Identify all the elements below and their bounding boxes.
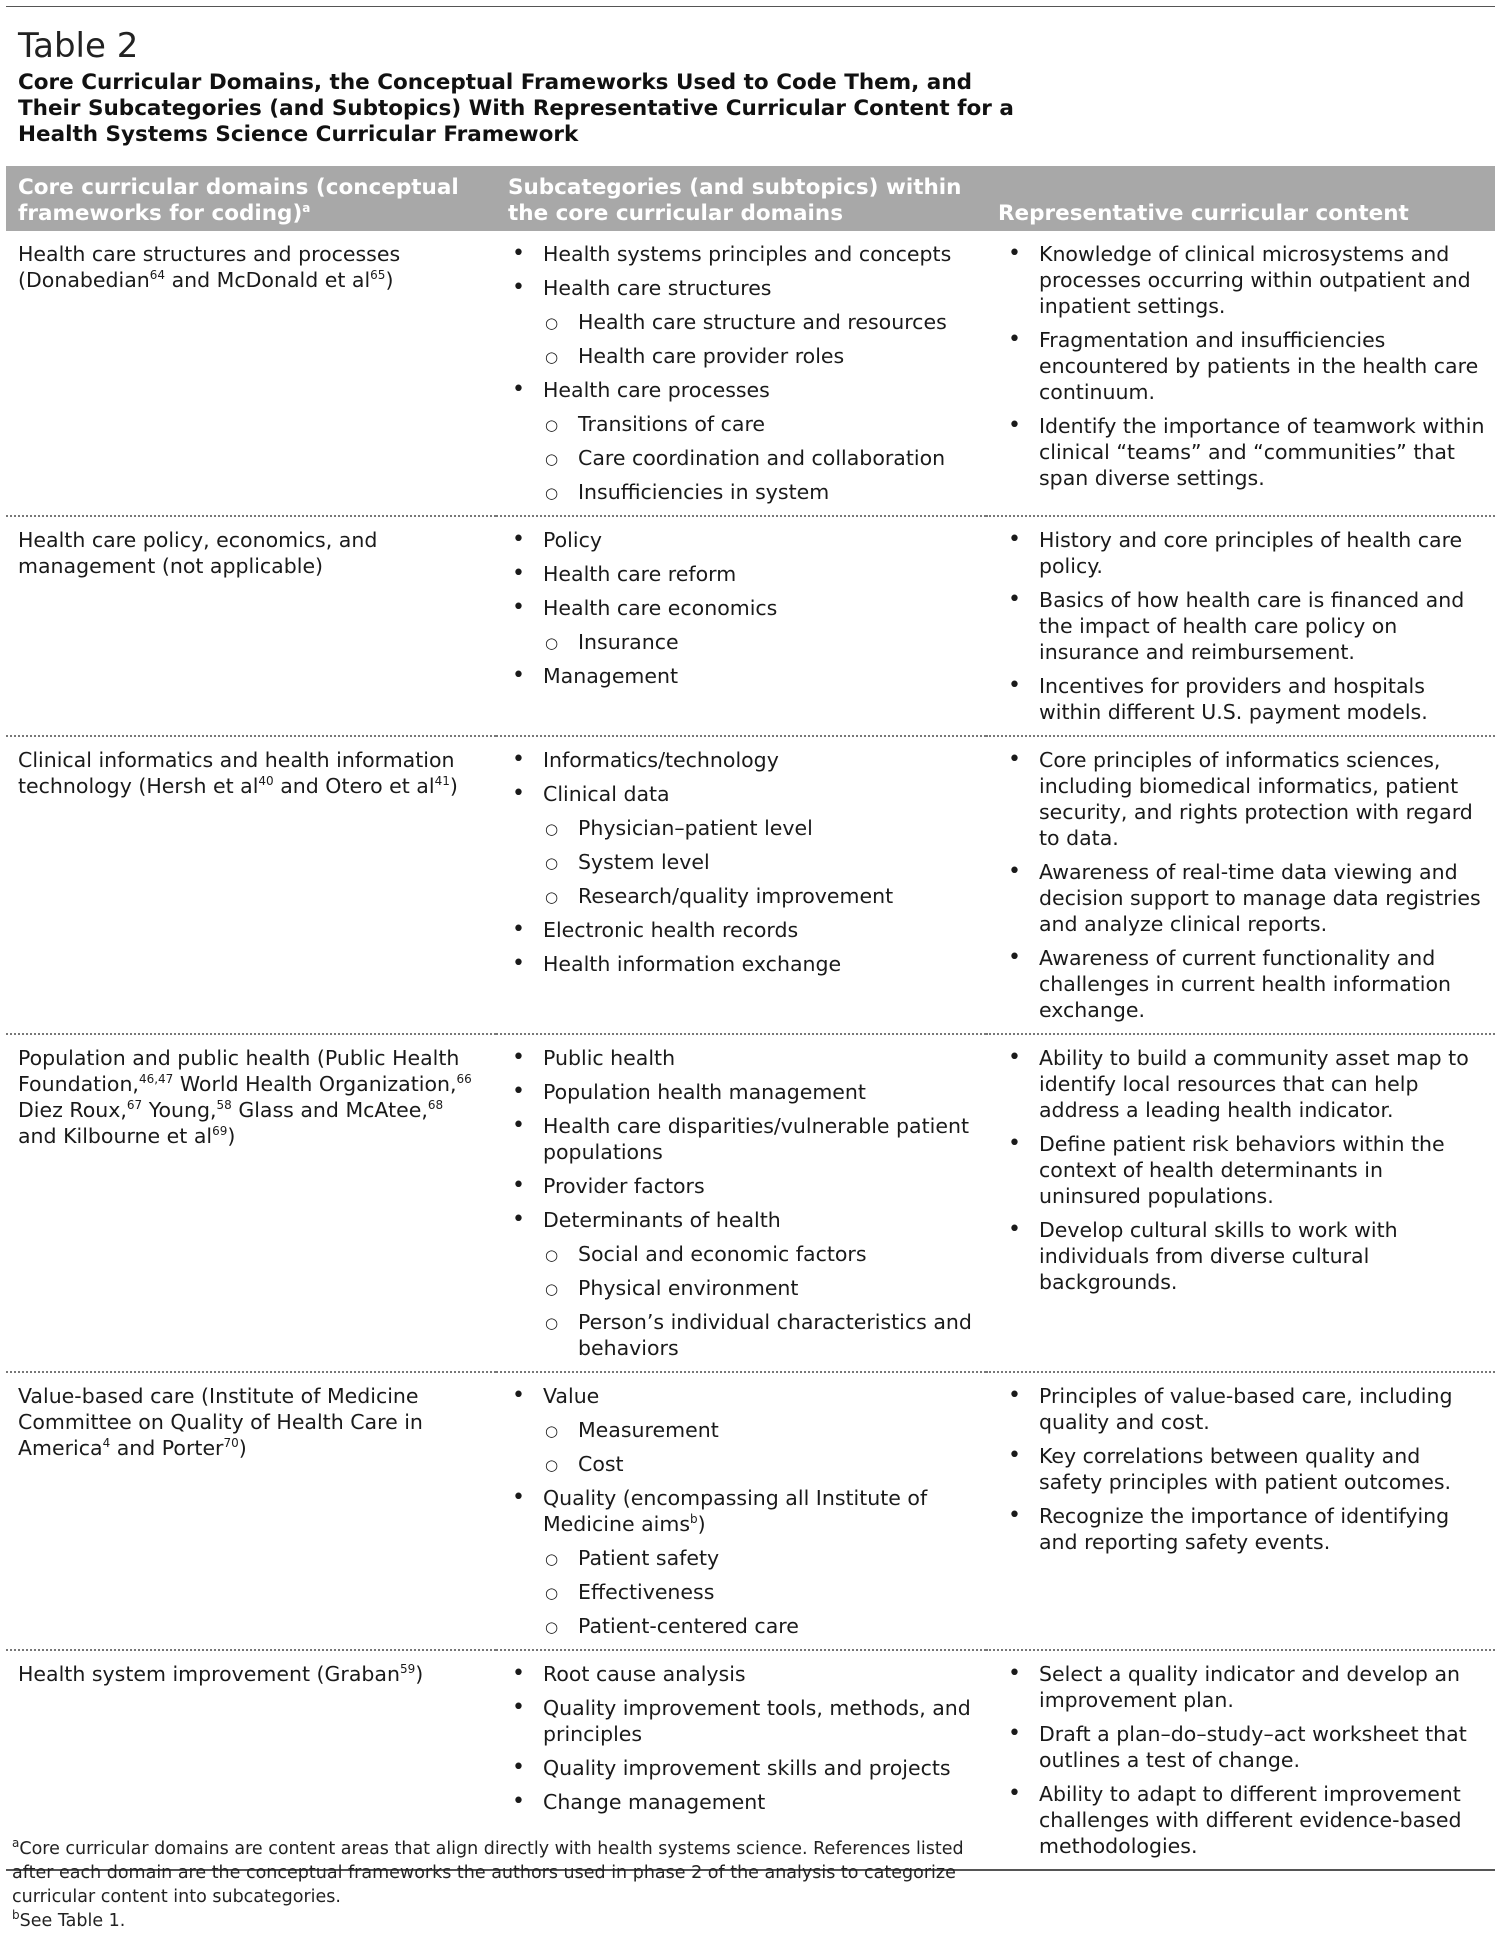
item-text: Cost [578, 1452, 624, 1476]
reference-superscript: 4 [102, 1436, 111, 1451]
content-item: • Select a quality indicator and develop an improvement plan. [1006, 1661, 1487, 1713]
subcategory-item [510, 1079, 978, 1105]
content-cell [986, 231, 1495, 516]
content-item: • History and core principles of health care policy. [1006, 527, 1487, 579]
content-cell [986, 1372, 1495, 1650]
subcategory-item [510, 1045, 978, 1071]
item-text: Physical environment [578, 1276, 799, 1300]
item-text: Patient-centered care [578, 1614, 799, 1638]
header-domains-text: Core curricular domains (conceptual frameworks for coding) [18, 175, 459, 226]
domain-text: ) [227, 1124, 236, 1148]
subcategory-item [510, 1789, 978, 1815]
footnote-b-mark: b [12, 1908, 20, 1923]
subcategory-item [510, 527, 978, 553]
table-header-row [6, 166, 1495, 231]
item-text: Care coordination and collaboration [578, 446, 946, 470]
subcategory-list [510, 747, 978, 977]
item-text: Determinants of health [543, 1208, 781, 1232]
subtopic-item [545, 445, 978, 471]
domain-cell [6, 1372, 496, 1650]
item-text: Person’s individual characteristics and behaviors [578, 1310, 972, 1360]
reference-superscript: 67 [126, 1098, 143, 1113]
item-text: Health care structures [543, 276, 772, 300]
table-body [6, 231, 1495, 1870]
subcategory-item [510, 1113, 978, 1165]
domain-text: Health care policy, economics, and management (not applicable) [18, 528, 378, 578]
item-text: Clinical data [543, 782, 670, 806]
domain-cell [6, 231, 496, 516]
content-item: • Awareness of current functionality and challenges in current health information exchange. [1006, 945, 1487, 1023]
content-list [1006, 1383, 1487, 1555]
footnote-b-ref: b [690, 1512, 698, 1527]
footnote-a-mark: a [12, 1836, 20, 1851]
reference-superscript: 46,47 [138, 1072, 174, 1087]
subcategory-item [510, 595, 978, 621]
subcategory-item [510, 663, 978, 689]
content-list [1006, 1045, 1487, 1295]
subtopic-item [545, 883, 978, 909]
footnote-a-text: Core curricular domains are content areas that align directly with health systems science. References listed after each domain are the conceptual frameworks the authors used in phase 2 of the analysis to categorize curricular content into subcategories. [12, 1839, 964, 1907]
content-cell [986, 736, 1495, 1034]
subcategory-item [510, 917, 978, 943]
item-text: Research/quality improvement [578, 884, 894, 908]
domain-text: and McDonald et al [165, 268, 371, 292]
reference-superscript: 59 [399, 1662, 416, 1677]
content-cell [986, 1034, 1495, 1372]
subcategory-item [510, 1661, 978, 1687]
item-text: Measurement [578, 1418, 719, 1442]
subcategories-cell [496, 516, 986, 736]
content-cell [986, 516, 1495, 736]
content-item: • Incentives for providers and hospitals within different U.S. payment models. [1006, 673, 1487, 725]
content-item: • Develop cultural skills to work with individuals from diverse cultural backgrounds. [1006, 1217, 1487, 1295]
content-item: • Core principles of informatics sciences, including biomedical informatics, patient security, and rights protection with regard to data. [1006, 747, 1487, 851]
domain-cell [6, 1034, 496, 1372]
table-row [6, 1372, 1495, 1650]
domain-text: Population and public health (Public Health Foundation, [18, 1046, 460, 1096]
domain-text: Value-based care (Institute of Medicine Committee on Quality of Health Care in America [18, 1384, 423, 1460]
content-item: • Fragmentation and insufficiencies encountered by patients in the health care continuum. [1006, 327, 1487, 405]
content-item: • Key correlations between quality and safety principles with patient outcomes. [1006, 1443, 1487, 1495]
subtopic-item [545, 1241, 978, 1267]
item-text: Health care disparities/vulnerable patient populations [543, 1114, 969, 1164]
item-text: Physician–patient level [578, 816, 813, 840]
domain-cell [6, 516, 496, 736]
content-item: • Awareness of real-time data viewing and decision support to manage data registries and analyze clinical reports. [1006, 859, 1487, 937]
subcategory-list [510, 1661, 978, 1815]
domain-text: ) [385, 268, 394, 292]
subcategory-list [510, 1045, 978, 1361]
subtopic-item [545, 629, 978, 655]
subcategory-item [510, 781, 978, 807]
content-item: • Principles of value-based care, including quality and cost. [1006, 1383, 1487, 1435]
subcategory-list [510, 527, 978, 689]
top-rule [6, 6, 1495, 7]
subcategory-item [510, 1383, 978, 1409]
item-text: Quality improvement tools, methods, and principles [543, 1696, 971, 1746]
subcategories-cell [496, 1372, 986, 1650]
footnote-a [12, 1837, 1002, 1909]
content-list [1006, 241, 1487, 491]
domain-text: and Kilbourne et al [18, 1124, 213, 1148]
item-text: Health care processes [543, 378, 770, 402]
subcategory-item [510, 1695, 978, 1747]
content-item: • Draft a plan–do–study–act worksheet that outlines a test of change. [1006, 1721, 1487, 1773]
content-item: • Identify the importance of teamwork within clinical “teams” and “communities” that span diverse settings. [1006, 413, 1487, 491]
subcategory-item [510, 377, 978, 403]
domain-text: ) [238, 1436, 247, 1460]
item-text: Patient safety [578, 1546, 720, 1570]
reference-superscript: 68 [427, 1098, 444, 1113]
item-text: Public health [543, 1046, 676, 1070]
subtopic-item [545, 1613, 978, 1639]
subcategories-cell [496, 736, 986, 1034]
content-item: • Recognize the importance of identifying and reporting safety events. [1006, 1503, 1487, 1555]
item-text: Health care structure and resources [578, 310, 947, 334]
subcategory-item [510, 275, 978, 301]
item-text: Health care reform [543, 562, 737, 586]
header-content: Representative curricular content [986, 166, 1495, 231]
subtopic-item [545, 309, 978, 335]
content-list [1006, 1661, 1487, 1859]
content-list [1006, 527, 1487, 725]
reference-superscript: 64 [149, 268, 166, 283]
header-footnote-a: a [302, 200, 311, 215]
reference-superscript: 40 [258, 774, 274, 789]
subtopic-item [545, 343, 978, 369]
content-item: • Ability to build a community asset map to identify local resources that can help address a leading health indicator. [1006, 1045, 1487, 1123]
subcategory-item [510, 1173, 978, 1199]
item-text: Health systems principles and concepts [543, 242, 952, 266]
subtopic-item [545, 849, 978, 875]
subcategory-item [510, 951, 978, 977]
subcategories-cell [496, 1034, 986, 1372]
domain-text: Clinical informatics and health information technology (Hersh et al [18, 748, 455, 798]
subcategory-item [510, 1755, 978, 1781]
reference-superscript: 66 [456, 1072, 472, 1087]
subcategory-item [510, 1207, 978, 1233]
subcategory-list [510, 241, 978, 505]
item-text: Quality improvement skills and projects [543, 1756, 951, 1780]
subcategory-item [510, 1485, 978, 1537]
item-text: Social and economic factors [578, 1242, 867, 1266]
curricular-table [6, 166, 1495, 1871]
subtopic-item [545, 1545, 978, 1571]
item-text: Health information exchange [543, 952, 842, 976]
item-text: Quality (encompassing all Institute of Medicine aims [543, 1486, 928, 1536]
domain-text: Health system improvement (Graban [18, 1662, 400, 1686]
content-cell [986, 1650, 1495, 1870]
footnote-b [12, 1909, 1002, 1933]
item-text-tail: ) [697, 1512, 706, 1536]
domain-text: Glass and McAtee, [231, 1098, 428, 1122]
subtopic-item [545, 479, 978, 505]
item-text: Transitions of care [578, 412, 766, 436]
domain-text: Young, [142, 1098, 217, 1122]
header-domains [6, 166, 496, 231]
item-text: Insufficiencies in system [578, 480, 830, 504]
domain-text: ) [415, 1662, 424, 1686]
domain-text: World Health Organization, [173, 1072, 457, 1096]
reference-superscript: 41 [434, 774, 450, 789]
table-row [6, 1034, 1495, 1372]
content-list [1006, 747, 1487, 1023]
domain-text: and Otero et al [273, 774, 435, 798]
subcategory-item [510, 561, 978, 587]
domain-text: Health care structures and processes (Donabedian [18, 242, 401, 292]
content-item: • Ability to adapt to different improvement challenges with different evidence-based methodologies. [1006, 1781, 1487, 1859]
item-text: Policy [543, 528, 602, 552]
subtopic-item [545, 1451, 978, 1477]
subtopic-item [545, 1417, 978, 1443]
reference-superscript: 65 [370, 268, 386, 283]
subcategories-cell [496, 231, 986, 516]
reference-superscript: 70 [223, 1436, 239, 1451]
item-text: Value [543, 1384, 600, 1408]
domain-text: ) [449, 774, 458, 798]
table-caption: Core Curricular Domains, the Conceptual Frameworks Used to Code Them, and Their Subcategories (and Subtopics) With Representative Curricular Content for a Health Systems Science Curricular Framework [18, 70, 1014, 147]
domain-text: Diez Roux, [18, 1098, 127, 1122]
content-item: • Knowledge of clinical microsystems and processes occurring within outpatient and inpatient settings. [1006, 241, 1487, 319]
item-text: Health care economics [543, 596, 778, 620]
item-text: System level [578, 850, 710, 874]
item-text: Management [543, 664, 679, 688]
content-item: • Define patient risk behaviors within the context of health determinants in uninsured populations. [1006, 1131, 1487, 1209]
item-text: Electronic health records [543, 918, 799, 942]
table-row [6, 231, 1495, 516]
subcategory-item [510, 241, 978, 267]
item-text: Effectiveness [578, 1580, 715, 1604]
reference-superscript: 69 [212, 1124, 228, 1139]
subtopic-item [545, 1309, 978, 1361]
subtopic-item [545, 411, 978, 437]
item-text: Population health management [543, 1080, 866, 1104]
subtopic-item [545, 1579, 978, 1605]
subtopic-item [545, 1275, 978, 1301]
subtopic-item [545, 815, 978, 841]
domain-cell [6, 736, 496, 1034]
item-text: Health care provider roles [578, 344, 845, 368]
header-subcategories: Subcategories (and subtopics) within the core curricular domains [496, 166, 986, 231]
subcategory-item [510, 747, 978, 773]
table-row [6, 516, 1495, 736]
footnote-b-text: See Table 1. [19, 1911, 126, 1931]
content-item: • Basics of how health care is financed and the impact of health care policy on insurance and reimbursement. [1006, 587, 1487, 665]
domain-text: and Porter [110, 1436, 224, 1460]
reference-superscript: 58 [216, 1098, 232, 1113]
item-text: Provider factors [543, 1174, 705, 1198]
subcategory-list [510, 1383, 978, 1639]
item-text: Informatics/technology [543, 748, 779, 772]
item-text: Root cause analysis [543, 1662, 746, 1686]
table-label: Table 2 [18, 26, 139, 66]
item-text: Change management [543, 1790, 766, 1814]
table-row [6, 736, 1495, 1034]
item-text: Insurance [578, 630, 679, 654]
